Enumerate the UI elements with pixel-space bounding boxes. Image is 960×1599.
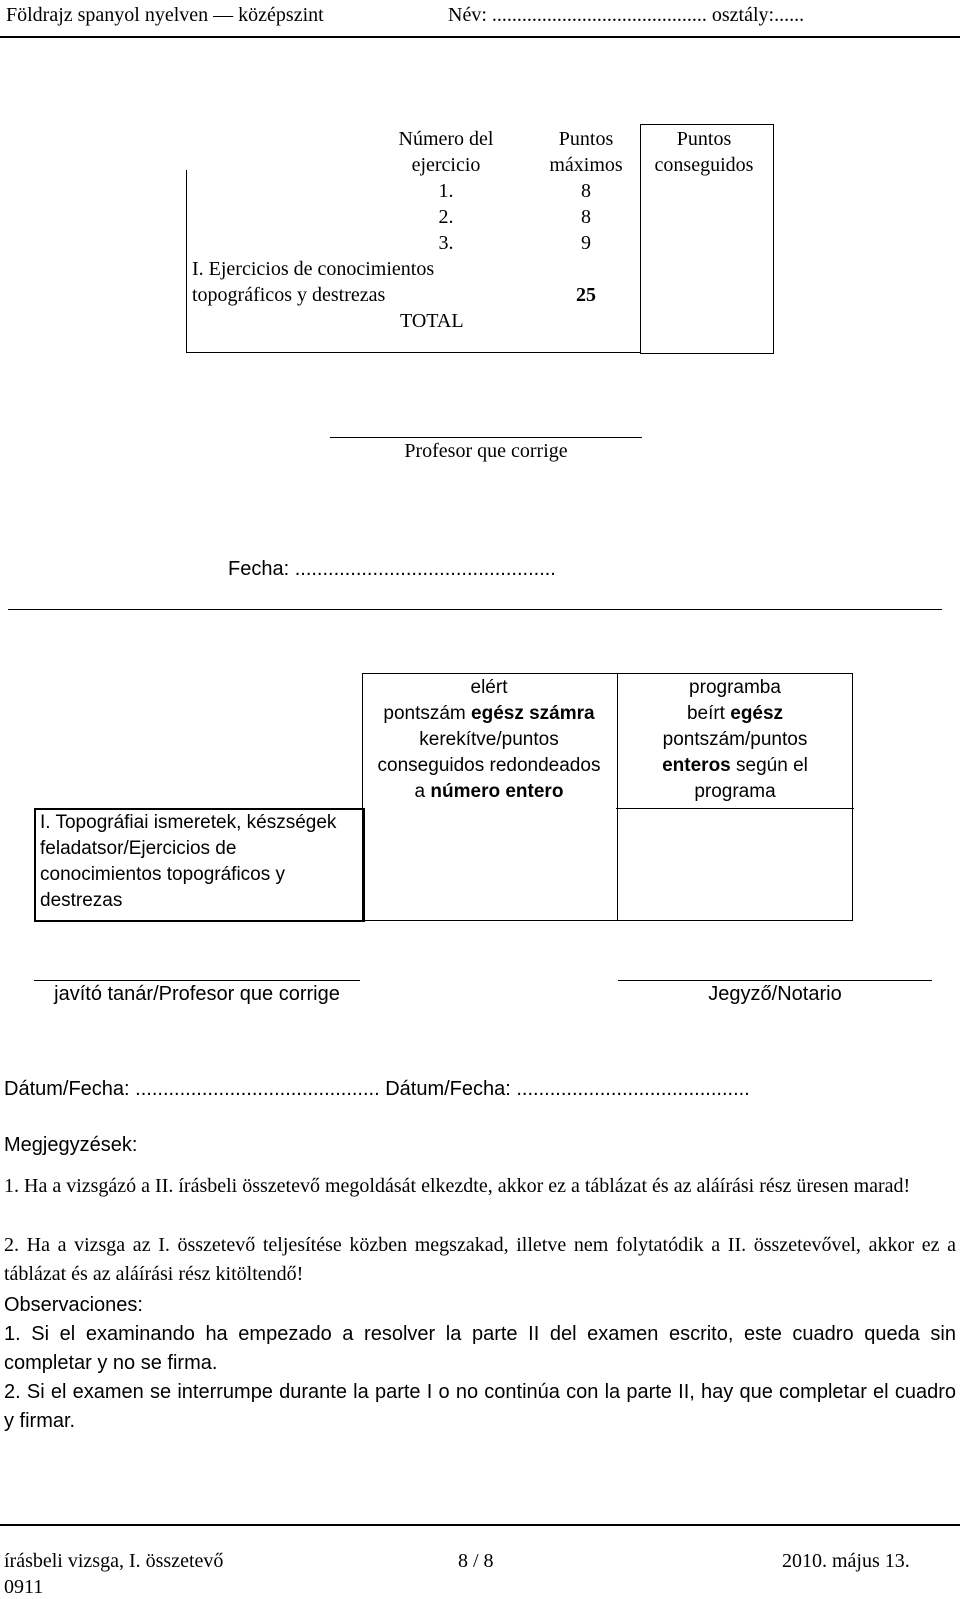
header-rule	[0, 36, 960, 38]
col-head-max-1: Puntos	[558, 128, 614, 150]
notes-hu-title: Megjegyzések:	[4, 1134, 138, 1156]
notes-es-1: 1. Si el examinando ha empezado a resolver la parte II del examen escrito, este cuadro queda sin completar y no se firma.	[4, 1323, 956, 1374]
notes-hu-1: 1. Ha a vizsgázó a II. írásbeli összetevő megoldását elkezdte, akkor ez a táblázat és az aláírási rész üresen marad!	[4, 1175, 911, 1197]
total-label-line2: topográficos y destrezas	[192, 284, 386, 306]
notes-hu-2: 2. Ha a vizsga az I. összetevő teljesítése közben megszakad, illetve nem folytatódik a II. összetevővel, akkor ez a táblázat és az aláírási rész kitöltendő!	[4, 1234, 956, 1285]
col3-text2: beírt	[686, 703, 731, 724]
exercise-number: 3.	[438, 232, 454, 254]
fecha-field: Fecha: ...............................................	[228, 558, 556, 580]
profesor-label: Profesor que corrige	[404, 440, 568, 462]
table-row	[186, 178, 774, 204]
footer-rule	[0, 1524, 960, 1526]
table-row	[186, 230, 774, 256]
col3-line5: programa	[694, 781, 776, 802]
teacher-signature-label: javító tanár/Profesor que corrige	[54, 983, 340, 1005]
col-head-number-1: Número del	[398, 128, 494, 150]
total-row	[186, 256, 774, 334]
header-subject: Földrajz spanyol nyelven — középszint	[6, 4, 324, 26]
col-head-number-2: ejercicio	[411, 154, 481, 176]
max-points: 8	[581, 180, 591, 202]
col3-line4	[616, 753, 854, 779]
notary-signature-label: Jegyző/Notario	[708, 983, 842, 1005]
footer-exam: írásbeli vizsga, I. összetevő	[4, 1550, 224, 1572]
col3-bold2: egész	[730, 703, 784, 724]
col-head-max-2: máximos	[549, 154, 623, 176]
teacher-signature-line	[34, 980, 360, 981]
col2-bold2: egész számra	[471, 703, 595, 724]
max-points: 9	[581, 232, 591, 254]
notes-es-title: Observaciones:	[4, 1294, 143, 1316]
col2-line5	[362, 779, 616, 805]
col3-line2	[616, 701, 854, 727]
summary-row-label: I. Topográfiai ismeretek, készségek feladatsor/Ejercicios de conocimientos topográficos y destrezas	[40, 812, 337, 911]
section-rule	[8, 609, 942, 610]
col3-bold4: enteros	[662, 755, 731, 776]
footer-code: 0911	[4, 1576, 44, 1598]
exercise-number: 2.	[438, 206, 454, 228]
notary-signature-line	[618, 980, 932, 981]
header-name-class: Név: ........................................... osztály:......	[448, 4, 805, 26]
footer-page: 8 / 8	[458, 1550, 494, 1572]
col2-text5: a	[414, 781, 431, 802]
total-max-points: 25	[576, 284, 596, 306]
total-label-line1: I. Ejercicios de conocimientos	[192, 258, 435, 280]
col-head-got-2: conseguidos	[654, 154, 754, 176]
dates-line: Dátum/Fecha: ............................................ Dátum/Fecha: ..........................................	[4, 1078, 750, 1100]
col2-line2	[362, 701, 616, 727]
footer-date: 2010. május 13.	[782, 1550, 910, 1572]
summary-row-divider	[616, 808, 854, 809]
col2-line1: elért	[470, 677, 508, 698]
col2-bold5: número entero	[430, 781, 564, 802]
col2-text2: pontszám	[383, 703, 472, 724]
col2-line4: conseguidos redondeados	[377, 755, 601, 776]
col2-line3: kerekítve/puntos	[419, 729, 559, 750]
notes-es-2: 2. Si el examen se interrumpe durante la parte I o no continúa con la parte II, hay que completar el cuadro y firmar.	[4, 1381, 956, 1432]
col3-line3: pontszám/puntos	[662, 729, 808, 750]
summary-col-points-header	[362, 675, 616, 805]
col-head-got-1: Puntos	[676, 128, 732, 150]
total-label-line3: TOTAL	[400, 310, 464, 332]
col3-line1: programba	[689, 677, 781, 698]
max-points: 8	[581, 206, 591, 228]
table-row	[186, 204, 774, 230]
exercise-number: 1.	[438, 180, 454, 202]
signature-line	[330, 437, 642, 438]
col3-text4: según el	[730, 755, 808, 776]
summary-col-program-header	[616, 675, 854, 805]
